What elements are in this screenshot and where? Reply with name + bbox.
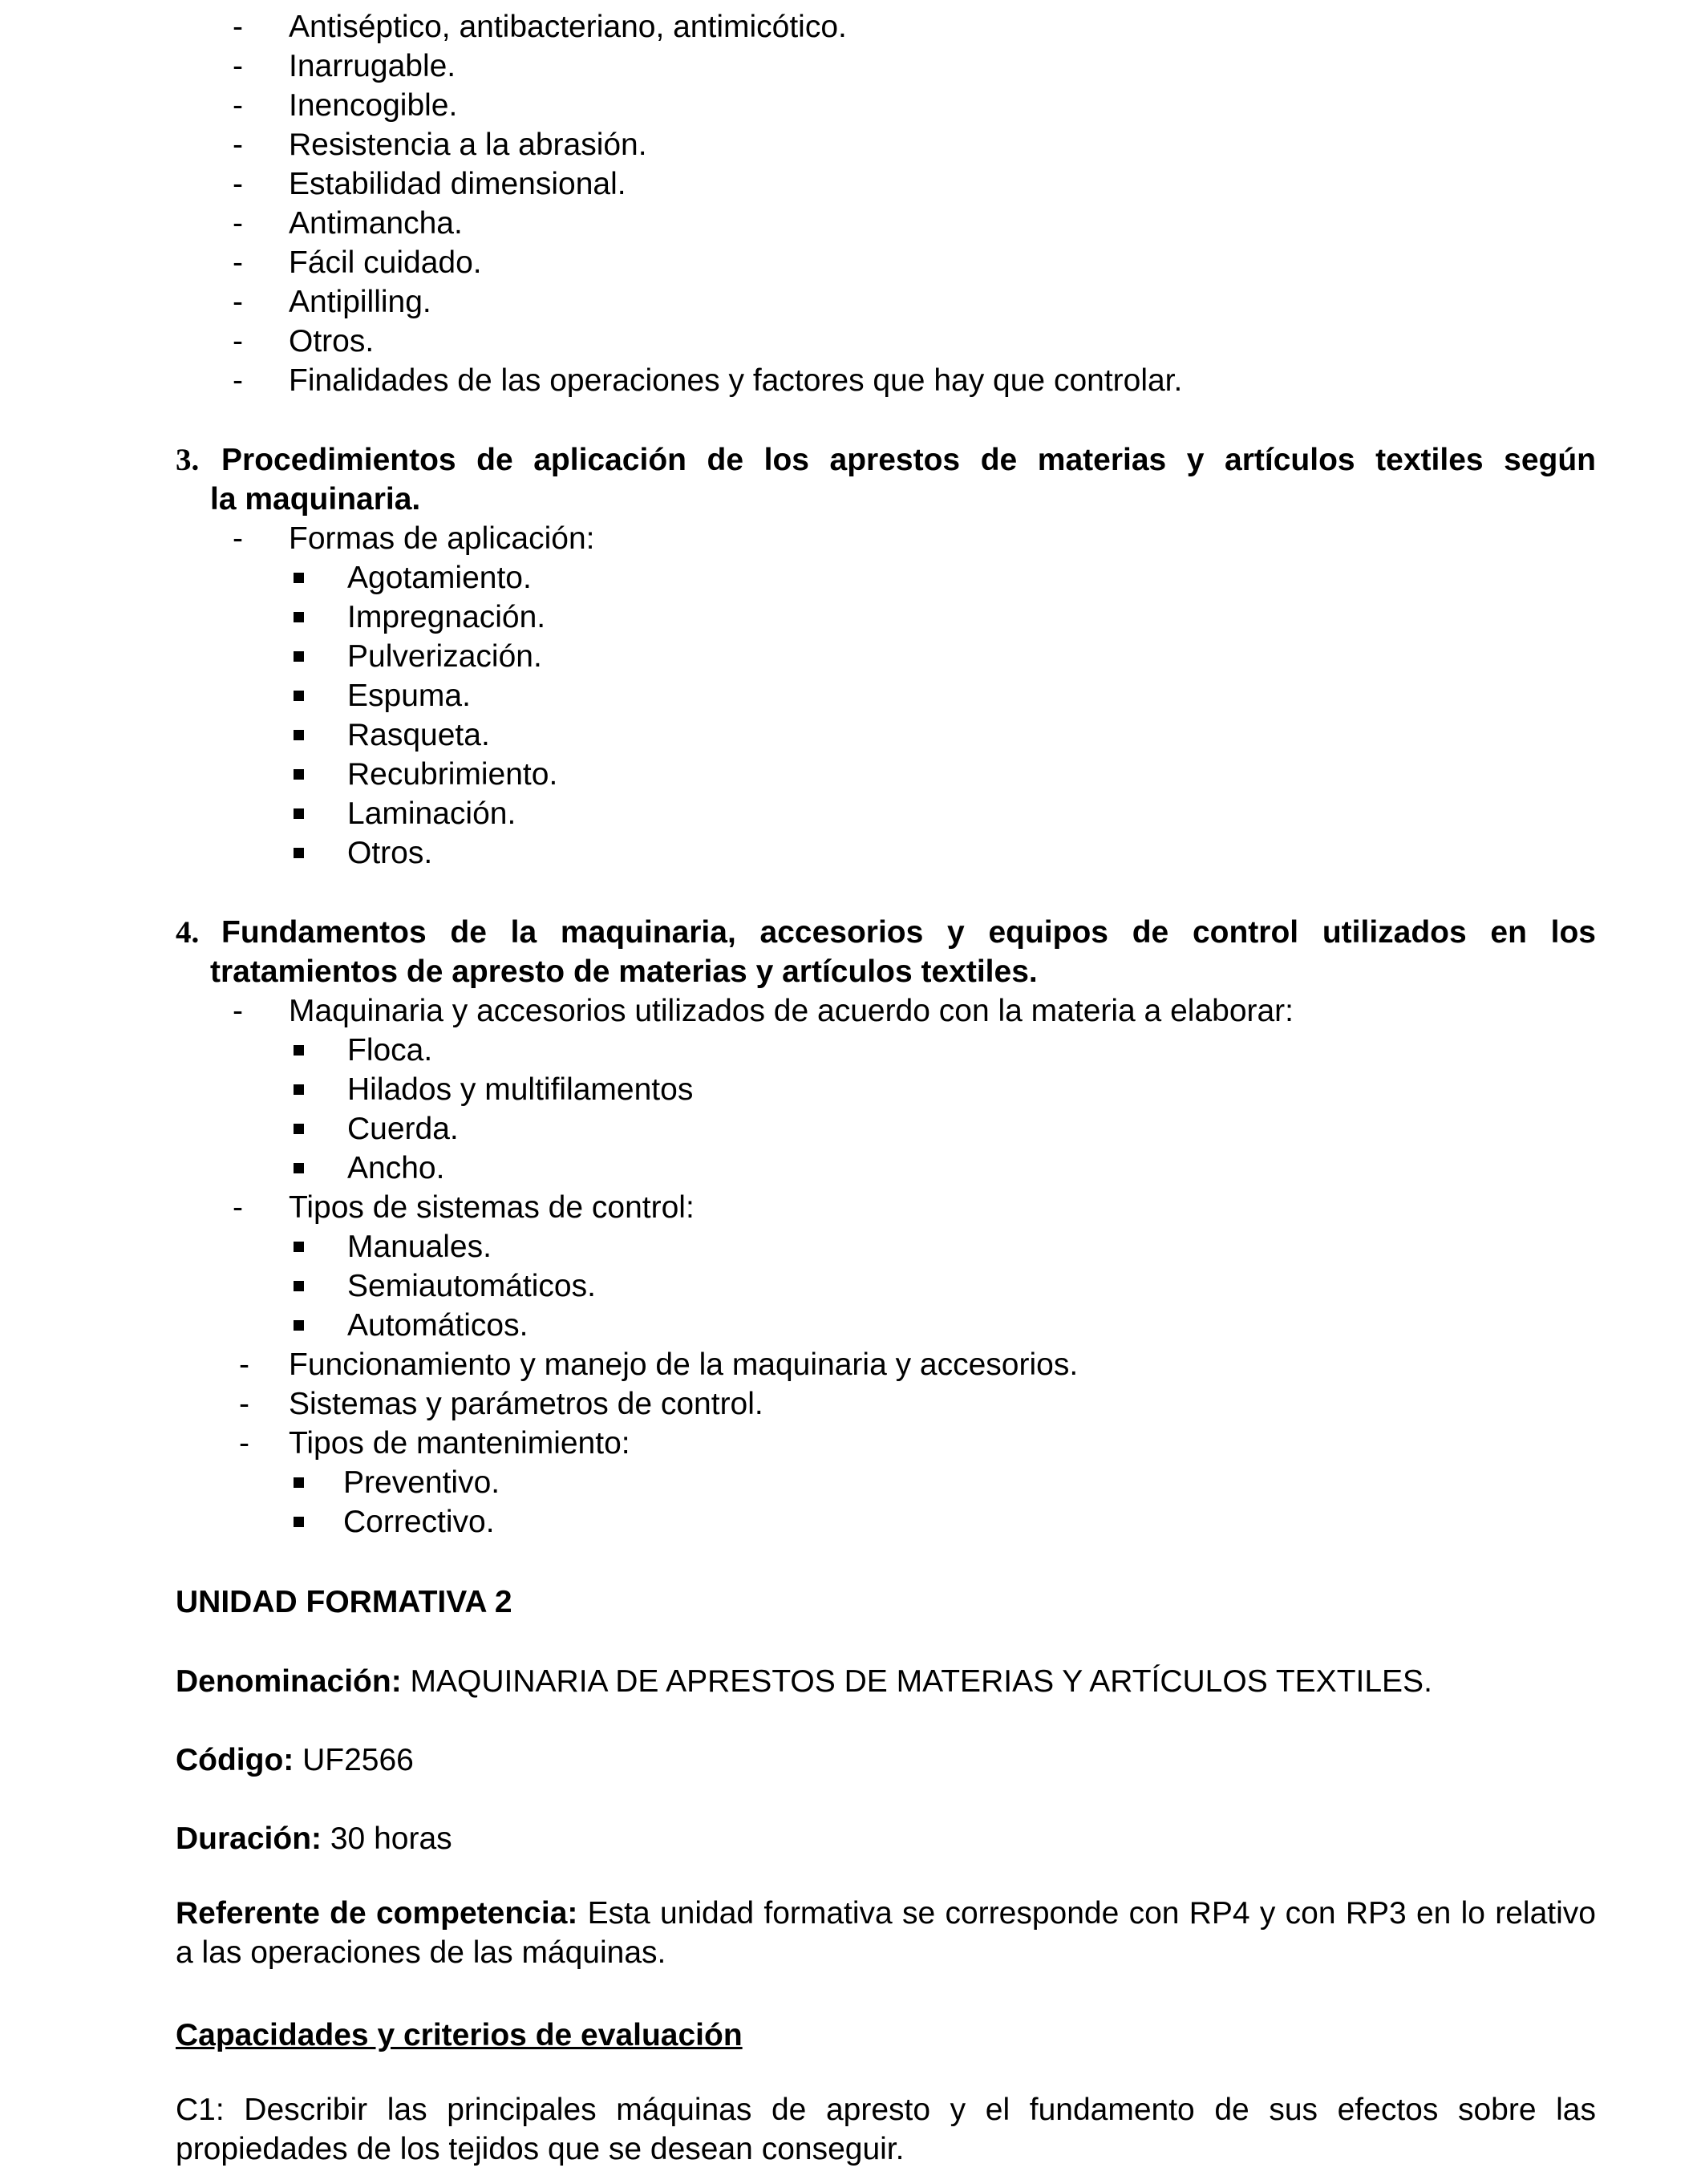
list-item: Otros. xyxy=(289,324,375,359)
square-bullet-icon xyxy=(294,769,304,780)
section-number: 4. xyxy=(176,915,200,950)
square-bullet-icon xyxy=(294,1163,304,1173)
denominacion-label: Denominación: xyxy=(176,1664,402,1699)
square-bullet-icon xyxy=(294,612,304,622)
sub-list-item: Agotamiento. xyxy=(347,561,532,595)
list-item: Inarrugable. xyxy=(289,49,456,83)
dash-marker: - xyxy=(233,994,243,1028)
sub-list-item: Preventivo. xyxy=(343,1465,500,1500)
square-bullet-icon xyxy=(294,691,304,701)
list-item: Fácil cuidado. xyxy=(289,245,482,280)
square-bullet-icon xyxy=(294,730,304,740)
section-title: Fundamentos de la maquinaria, accesorios y equipos de control utilizados en los xyxy=(221,915,1596,950)
list-item: Inencogible. xyxy=(289,88,458,123)
sub-list-item: Espuma. xyxy=(347,679,471,713)
list-item: Tipos de sistemas de control: xyxy=(289,1190,695,1225)
dash-marker: - xyxy=(233,521,243,556)
list-item: Sistemas y parámetros de control. xyxy=(289,1387,763,1421)
dash-marker: - xyxy=(239,1387,249,1421)
square-bullet-icon xyxy=(294,651,304,662)
referente-value: Esta unidad formativa se corresponde con RP4 y con RP3 en lo relativo a las operaciones de las máquinas. xyxy=(176,1896,1596,1970)
codigo-value: UF2566 xyxy=(302,1743,414,1777)
list-item: Maquinaria y accesorios utilizados de acuerdo con la materia a elaborar: xyxy=(289,994,1294,1028)
dash-marker: - xyxy=(239,1347,249,1382)
list-item: Antiséptico, antibacteriano, antimicótico. xyxy=(289,10,847,44)
list-item: Formas de aplicación: xyxy=(289,521,595,556)
section-title-cont: tratamientos de apresto de materias y artículos textiles. xyxy=(210,954,1038,989)
referente-label: Referente de competencia: xyxy=(176,1896,578,1931)
denominacion-value: MAQUINARIA DE APRESTOS DE MATERIAS Y ARTÍCULOS TEXTILES. xyxy=(410,1664,1432,1699)
square-bullet-icon xyxy=(294,1045,304,1056)
dash-marker: - xyxy=(233,324,243,359)
dash-marker: - xyxy=(233,206,243,241)
list-item: Estabilidad dimensional. xyxy=(289,167,626,201)
sub-list-item: Pulverización. xyxy=(347,639,542,674)
dash-marker: - xyxy=(233,167,243,201)
list-item: Tipos de mantenimiento: xyxy=(289,1426,630,1461)
square-bullet-icon xyxy=(294,808,304,819)
sub-list-item: Automáticos. xyxy=(347,1308,529,1343)
referente-paragraph xyxy=(176,1894,1596,1972)
square-bullet-icon xyxy=(294,1320,304,1331)
unit-heading: UNIDAD FORMATIVA 2 xyxy=(176,1585,512,1619)
codigo-row xyxy=(176,1744,414,1776)
list-item: Finalidades de las operaciones y factores que hay que controlar. xyxy=(289,363,1183,398)
list-item: Resistencia a la abrasión. xyxy=(289,128,647,162)
square-bullet-icon xyxy=(294,1517,304,1527)
section-title: Procedimientos de aplicación de los aprestos de materias y artículos textiles según xyxy=(221,443,1596,477)
list-item: Antipilling. xyxy=(289,285,431,319)
sub-list-item: Cuerda. xyxy=(347,1112,459,1146)
dash-marker: - xyxy=(239,1426,249,1461)
square-bullet-icon xyxy=(294,1084,304,1095)
sub-list-item: Semiautomáticos. xyxy=(347,1269,596,1303)
dash-marker: - xyxy=(233,128,243,162)
codigo-label: Código: xyxy=(176,1743,294,1777)
sub-list-item: Laminación. xyxy=(347,796,516,831)
duracion-row xyxy=(176,1823,452,1854)
square-bullet-icon xyxy=(294,1242,304,1252)
square-bullet-icon xyxy=(294,573,304,583)
c1-paragraph: C1: Describir las principales máquinas de apresto y el fundamento de sus efectos sobre las propiedades de los tejidos que se desean conseguir. xyxy=(176,2093,1596,2166)
sub-list-item: Hilados y multifilamentos xyxy=(347,1072,694,1107)
denominacion-row xyxy=(176,1666,1432,1697)
dash-marker: - xyxy=(233,363,243,398)
square-bullet-icon xyxy=(294,1477,304,1488)
sub-list-item: Otros. xyxy=(347,836,433,870)
square-bullet-icon xyxy=(294,848,304,858)
dash-marker: - xyxy=(233,1190,243,1225)
duracion-label: Duración: xyxy=(176,1821,322,1856)
sub-list-item: Impregnación. xyxy=(347,600,546,634)
sub-list-item: Ancho. xyxy=(347,1151,445,1185)
list-item: Funcionamiento y manejo de la maquinaria y accesorios. xyxy=(289,1347,1079,1382)
list-item: Antimancha. xyxy=(289,206,463,241)
dash-marker: - xyxy=(233,245,243,280)
dash-marker: - xyxy=(233,10,243,44)
duracion-value: 30 horas xyxy=(330,1821,452,1856)
square-bullet-icon xyxy=(294,1281,304,1291)
sub-list-item: Floca. xyxy=(347,1033,433,1068)
capacidades-heading: Capacidades y criterios de evaluación xyxy=(176,2018,743,2052)
sub-list-item: Recubrimiento. xyxy=(347,757,558,792)
section-title-cont: la maquinaria. xyxy=(210,482,421,517)
sub-list-item: Rasqueta. xyxy=(347,718,490,752)
dash-marker: - xyxy=(233,285,243,319)
sub-list-item: Manuales. xyxy=(347,1230,492,1264)
dash-marker: - xyxy=(233,88,243,123)
sub-list-item: Correctivo. xyxy=(343,1505,495,1539)
dash-marker: - xyxy=(233,49,243,83)
square-bullet-icon xyxy=(294,1124,304,1134)
section-number: 3. xyxy=(176,443,200,477)
